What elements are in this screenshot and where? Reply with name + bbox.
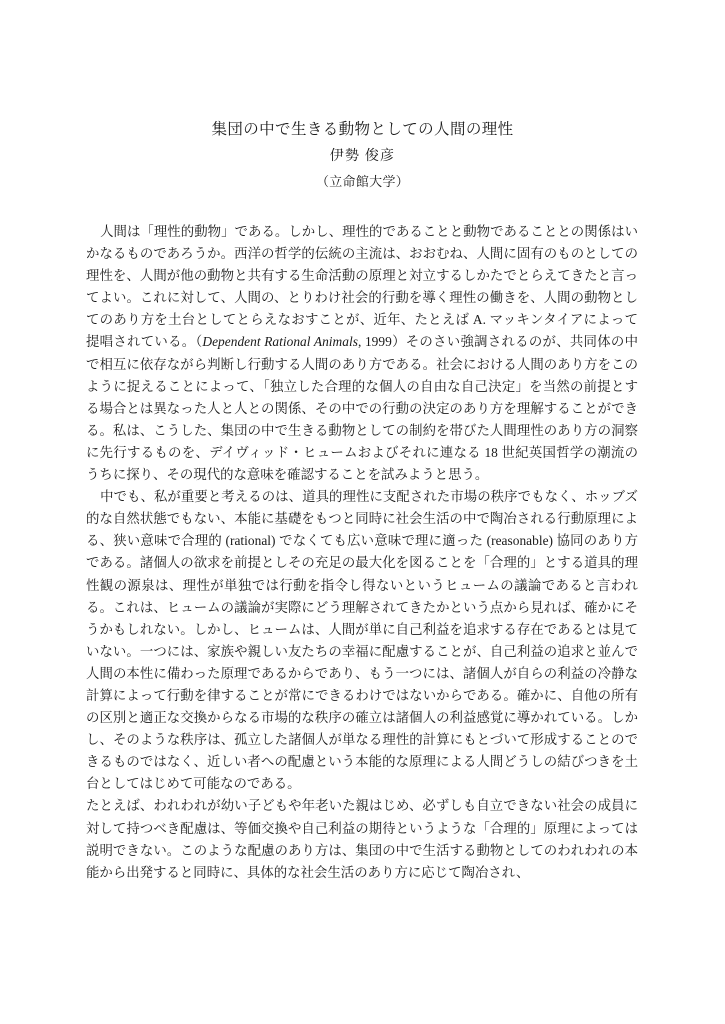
citation-title: Dependent Rational Animals [202,334,358,350]
author-affiliation: （立命館大学） [315,174,410,189]
term-reasonable: (reasonable) [486,533,554,549]
paragraph-1 [86,221,638,486]
title-block [0,0,725,193]
paragraph-2-part-a: 中でも、私が重要と考えるのは、道具的理性に支配された市場の秩序でもなく、ホッブズ的な自然状態でもない、本能に基礎をもつと同時に社会生活の中で陶冶される行動原理による、狭い意味で合理的 [86,489,638,549]
paragraph-2 [86,486,638,795]
paragraph-1-text-before-citation: 人間は「理性的動物」である。しかし、理性的であることと動物であることとの関係はいかなるものであろうか。西洋の哲学的伝統の主流は、おおむね、人間に固有のものとしての理性を、人間が他の動物と共有する生命活動の原理と対立するしかたでとらえてきたと言ってよい。これに対して、人間の、とりわけ社会的行動を導く理性の働きを、人間の動物としてのあり方を土台としてとらえなおすことが、近年、たとえば A. マッキンタイアによって提唱されている。（ [86,224,638,350]
page-title: 集団の中で生きる動物としての人間の理性 [211,121,514,138]
paragraph-2-part-c: 協同のあり方である。諸個人の欲求を前提としその充足の最大化を図ることを「合理的」とする道具的理性観の源泉は、理性が単独では行動を指令し得ないというヒュームの議論であると言われる。これは、ヒュームの議論が実際にどう理解されてきたかという点から見れば、確かにそうかもしれない。しかし、ヒュームは、人間が単に自己利益を追求する存在であるとは見ていない。一つには、家族や親しい友たちの幸福に配慮することが、自己利益の追求と並んで人間の本性に備わった原理であるからであり、もう一つには、諸個人が自らの利益の冷静な計算によって行動を律することが常にできるわけではないからである。確かに、自他の所有の区別と適正な交換からなる市場的な秩序の確立は諸個人の利益感覚に導かれている。しかし、そのような秩序は、孤立した諸個人が単なる理性的計算にもとづいて形成することのできるものではなく、近しい者への配慮という本能的な原理による人間どうしの結びつきを土台としてはじめて可能なのである。 [86,533,638,792]
paragraph-2-part-b: でなくても広い意味で理に適った [275,533,487,549]
citation-year: , 1999 [357,334,392,350]
paragraph-1-text-after-citation: ）そのさい強調されるのが、共同体の中で相互に依存ながら判断し行動する人間のあり方である。社会における人間のあり方をこのように捉えることによって、「独立した合理的な個人の自由な自己決定」を当然の前提とする場合とは異なった人と人との関係、その中での行動の決定のあり方を理解することができる。私は、こうした、集団の中で生きる動物としての制約を帯びた人間理性のあり方の洞察に先行するものを、デイヴィッド・ヒュームおよびそれに連なる 18 世紀英国哲学の潮流のうちに探り、その現代的な意味を確認することを試みようと思う。 [86,334,639,483]
body-text [0,221,725,884]
term-rational: (rational) [225,533,276,549]
author-name: 伊勢 俊彦 [329,149,396,164]
paragraph-3: たとえば、われわれが幼い子どもや年老いた親はじめ、必ずしも自立できない社会の成員に対して持つべき配慮は、等価交換や自己利益の期待というような「合理的」原理によっては説明できない。このような配慮のあり方は、集団の中で生活する動物としてのわれわれの本能から出発すると同時に、具体的な社会生活のあり方に応じて陶冶され、 [86,798,638,880]
